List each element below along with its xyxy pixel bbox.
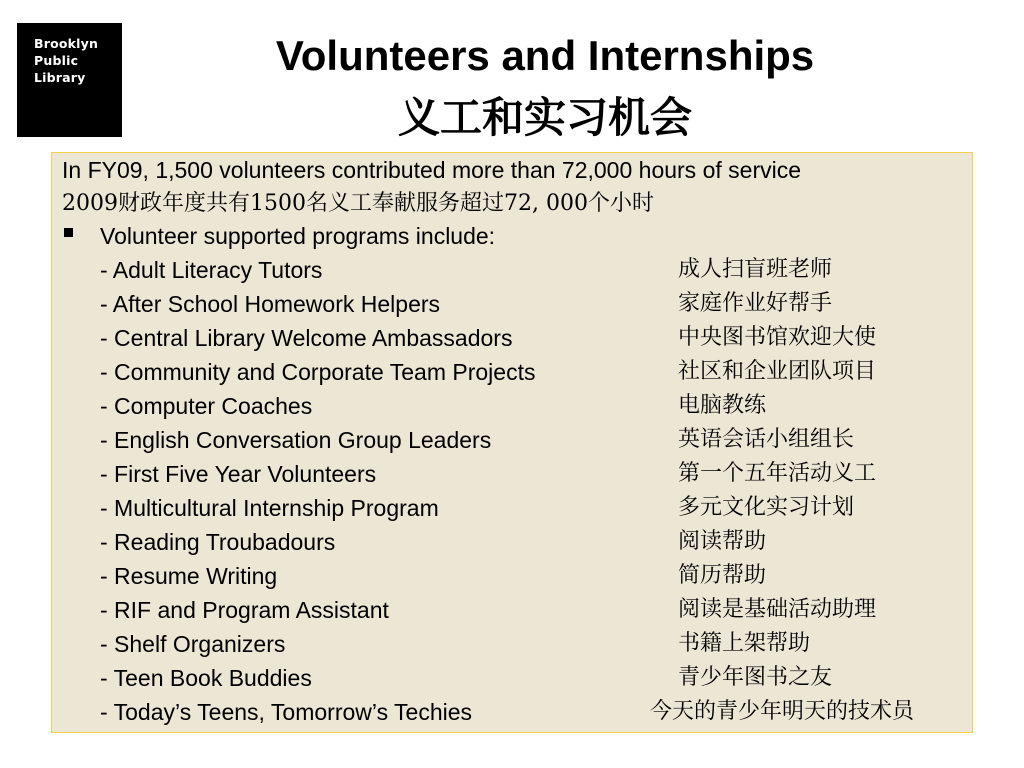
program-english: - Reading Troubadours <box>100 529 336 555</box>
program-chinese: 多元文化实习计划 <box>678 495 855 520</box>
slide-title-chinese: 义工和实习机会 <box>397 93 692 142</box>
program-english: - Community and Corporate Team Projects <box>100 359 536 385</box>
program-english: - First Five Year Volunteers <box>100 461 377 487</box>
program-chinese: 青少年图书之友 <box>678 665 833 690</box>
slide-title-english: Volunteers and Internships <box>275 32 815 79</box>
program-english: - Today’s Teens, Tomorrow’s Techies <box>100 699 473 725</box>
program-english: - Multicultural Internship Program <box>100 495 439 521</box>
brooklyn-public-library-logo <box>17 23 122 137</box>
program-chinese: 今天的青少年明天的技术员 <box>650 699 915 724</box>
program-chinese: 阅读是基础活动助理 <box>678 597 877 622</box>
program-chinese: 成人扫盲班老师 <box>678 257 833 282</box>
program-chinese: 家庭作业好帮手 <box>678 291 833 316</box>
program-chinese: 第一个五年活动义工 <box>678 461 877 486</box>
program-english: - Computer Coaches <box>100 393 313 419</box>
program-chinese: 阅读帮助 <box>678 529 767 554</box>
program-english: - Resume Writing <box>100 563 278 589</box>
program-chinese: 英语会话小组组长 <box>678 427 855 452</box>
program-chinese: 中央图书馆欢迎大使 <box>678 325 877 350</box>
intro-english: In FY09, 1,500 volunteers contributed more than 72,000 hours of service <box>62 157 801 183</box>
program-english: - RIF and Program Assistant <box>100 597 389 623</box>
program-english: - Shelf Organizers <box>100 631 286 657</box>
program-english: - Teen Book Buddies <box>100 665 312 691</box>
program-chinese: 书籍上架帮助 <box>678 631 811 656</box>
program-chinese: 简历帮助 <box>678 563 767 588</box>
content-box <box>51 152 973 733</box>
program-english: - Central Library Welcome Ambassadors <box>100 325 513 351</box>
program-chinese: 电脑教练 <box>678 393 767 418</box>
program-english: - After School Homework Helpers <box>100 291 441 317</box>
intro-chinese: 2009财政年度共有1500名义工奉献服务超过72, 000个小时 <box>62 191 654 216</box>
program-english: - English Conversation Group Leaders <box>100 427 492 453</box>
logo-line-2: Public <box>34 53 79 68</box>
program-chinese: 社区和企业团队项目 <box>678 359 877 384</box>
bullet-label: Volunteer supported programs include: <box>100 223 496 249</box>
logo-line-3: Library <box>34 70 86 85</box>
logo-line-1: Brooklyn <box>34 36 99 51</box>
square-bullet-icon <box>64 228 73 237</box>
program-english: - Adult Literacy Tutors <box>100 257 323 283</box>
